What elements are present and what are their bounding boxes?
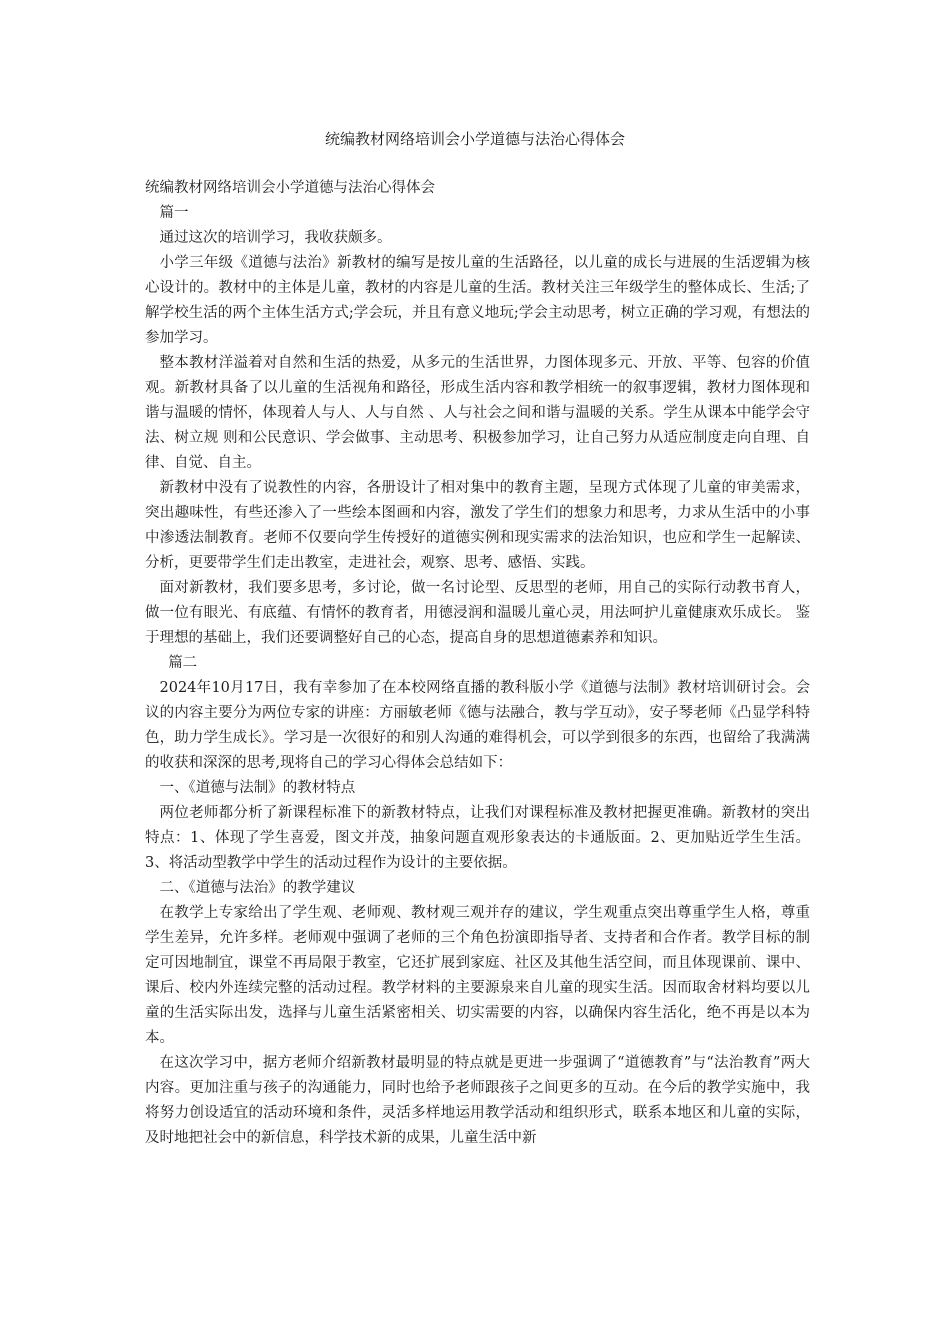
paragraph-list [145,201,810,1151]
paragraph: 小学三年级《道德与法治》新教材的编写是按儿童的生活路径，以儿童的成长与进展的生活逻辑为核心设计的。教材中的主体是儿童，教材的内容是儿童的生活。教材关注三年级学生的整体成长、生活;了解学校生活的两个主体生活方式;学会玩，并且有意义地玩;学会主动思考，树立正确的学习观，有想法的参加学习。 [145,255,810,346]
paragraph: 在教学上专家给出了学生观、老师观、教材观三观并存的建议，学生观重点突出尊重学生人格，尊重学生差异，允许多样。老师观中强调了老师的三个角色扮演即指导者、支持者和合作者。教学目标的制定可因地制宜，课堂不再局限于教室，它还扩展到家庭、社区及其他生活空间，而且体现课前、课中、课后、校内外连续完整的活动过程。教学材料的主要源泉来自儿童的现实生活。因而取舍材料均要以儿童的生活实际出发，选择与儿童生活紧密相关、切实需要的内容，以确保内容生活化，绝不再是以本为本。 [145,905,810,1046]
paragraph: 新教材中没有了说教性的内容，各册设计了相对集中的教育主题，呈现方式体现了儿童的审美需求，突出趣味性，有些还渗入了一些绘本图画和内容，激发了学生们的想象力和思考，力求从生活中的小事中渗透法制教育。老师不仅要向学生传授好的道德实例和现实需求的法治知识，也应和学生一起解读、分析，更要带学生们走出教室，走进社会，观察、思考、感悟、实践。 [145,480,810,571]
paragraph: 两位老师都分析了新课程标准下的新教材特点，让我们对课程标准及教材把握更准确。新教材的突出特点：1、体现了学生喜爱，图文并茂，抽象问题直观形象表达的卡通版面。2、更加贴近学生生活。3、将活动型教学中学生的活动过程作为设计的主要依据。 [145,805,810,871]
document-title: 统编教材网络培训会小学道德与法治心得体会 [324,130,625,148]
paragraph: 在这次学习中，据方老师介绍新教材最明显的特点就是更进一步强调了“道德教育”与“法治教育”两大内容。更加注重与孩子的沟通能力，同时也给予老师跟孩子之间更多的互动。在今后的教学实施中，我将努力创设适宜的活动环境和条件，灵活多样地运用教学活动和组织形式，联系本地区和儿童的实际，及时地把社会中的新信息，科学技术新的成果，儿童生活中新 [145,1055,810,1146]
paragraph: 整本教材洋溢着对自然和生活的热爱，从多元的生活世界，力图体现多元、开放、平等、包容的价值观。新教材具备了以儿童的生活视角和路径，形成生活内容和教学相统一的叙事逻辑，教材力图体现和谐与温暖的情怀，体现着人与人、人与自然 、人与社会之间和谐与温暖的关系。学生从课本中能学会守法、树立规 则和公民意识、学会做事、主动思考、积极参加学习，让自己努力从适应制度走向自理、自律、自觉、自主。 [145,355,810,471]
paragraph: 2024年10月17日，我有幸参加了在本校网络直播的教科版小学《道德与法制》教材培训研讨会。会议的内容主要分为两位专家的讲座：方丽敏老师《德与法融合，教与学互动》，安子琴老师《凸显学科特色，助力学生成长》。学习是一次很好的和别人沟通的难得机会，可以学到很多的东西，也留给了我满满的收获和深深的思考,现将自己的学习心得体会总结如下： [145,680,810,771]
paragraph: 面对新教材，我们要多思考，多讨论，做一名讨论型、反思型的老师，用自己的实际行动教书育人，做一位有眼光、有底蕴、有情怀的教育者，用德浸润和温暖儿童心灵，用法呵护儿童健康欢乐成长。 鉴于理想的基础上，我们还要调整好自己的心态，提高自身的思想道德素养和知识。 [145,580,810,646]
paragraph: 篇二 [168,655,198,671]
paragraph: 篇一 [159,205,189,221]
document-body [145,176,810,1151]
document-subtitle: 统编教材网络培训会小学道德与法治心得体会 [145,180,435,196]
paragraph: 通过这次的培训学习，我收获颇多。 [159,230,392,246]
paragraph: 一、《道德与法制》的教材特点 [159,780,356,796]
paragraph: 二、《道德与法治》的教学建议 [159,880,356,896]
